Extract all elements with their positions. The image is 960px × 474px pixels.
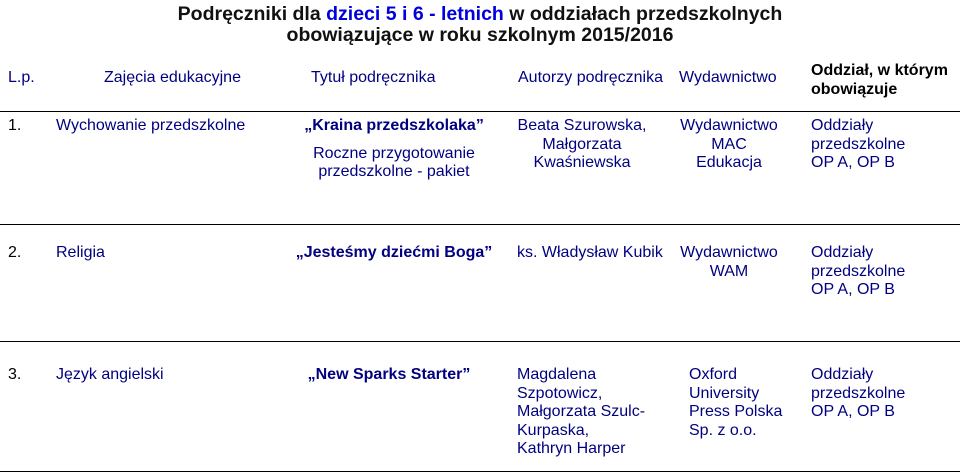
publisher-line: Press Polska	[689, 403, 783, 420]
row-group	[811, 244, 905, 300]
book-title: „Jesteśmy dziećmi Boga”	[295, 244, 493, 261]
book-note-line2: przedszkolne - pakiet	[318, 163, 470, 180]
header-publisher: Wydawnictwo	[679, 69, 777, 86]
row-authors	[508, 117, 656, 173]
row-book	[294, 117, 494, 182]
book-title: „New Sparks Starter”	[307, 366, 471, 383]
page-title	[0, 3, 960, 25]
book-note-line1: Roczne przygotowanie	[313, 144, 475, 162]
group-line: OP A, OP B	[811, 281, 895, 298]
group-line: przedszkolne	[811, 262, 906, 280]
row-subject: Wychowanie przedszkolne	[56, 117, 246, 134]
row-group	[811, 366, 905, 422]
header-group-line1: Oddział, w którym	[811, 62, 948, 79]
table-rule-header	[0, 111, 960, 112]
row-group	[811, 117, 905, 173]
author-line: Beata Szurowska,	[517, 117, 647, 134]
header-authors: Autorzy podręcznika	[518, 69, 663, 86]
row-publisher	[672, 117, 786, 173]
group-line: Oddziały	[811, 117, 874, 134]
book-title: „Kraina przedszkolaka”	[304, 117, 484, 134]
spacer	[294, 136, 494, 145]
publisher-line: Sp. z o.o.	[689, 421, 757, 439]
table-rule-row2	[0, 341, 960, 342]
group-line: OP A, OP B	[811, 154, 895, 171]
row-lp: 1.	[8, 117, 22, 134]
group-line: przedszkolne	[811, 135, 906, 153]
group-line: przedszkolne	[811, 384, 906, 402]
title-highlight: dzieci 5 i 6 - letnich	[326, 3, 504, 25]
publisher-line: Wydawnictwo	[680, 117, 778, 134]
table-rule-row1	[0, 224, 960, 225]
header-group-line2: obowiązuje	[811, 80, 898, 98]
author-line: Kwaśniewska	[533, 154, 631, 171]
row-authors	[517, 366, 645, 459]
row-publisher	[689, 366, 782, 440]
author-line: Małgorzata Szulc-	[517, 403, 646, 420]
publisher-line: Wydawnictwo	[680, 244, 778, 261]
publisher-line: Oxford	[689, 366, 738, 383]
table-rule-row3	[0, 471, 960, 472]
publisher-line: University	[689, 384, 760, 402]
publisher-line: Edukacja	[696, 154, 762, 171]
page-subtitle: obowiązujące w roku szkolnym 2015/2016	[286, 24, 674, 46]
row-subject: Język angielski	[56, 366, 164, 383]
author-line: Magdalena	[517, 366, 597, 383]
header-lp: L.p.	[8, 69, 35, 86]
header-group	[811, 62, 948, 99]
header-title: Tytuł podręcznika	[311, 69, 436, 86]
author-line: Kathryn Harper	[517, 440, 626, 457]
group-line: Oddziały	[811, 366, 874, 383]
row-lp: 2.	[8, 244, 22, 261]
group-line: Oddziały	[811, 244, 874, 261]
title-text-2: w oddziałach przedszkolnych	[503, 3, 783, 25]
publisher-line: MAC	[711, 135, 747, 153]
group-line: OP A, OP B	[811, 403, 895, 420]
row-subject: Religia	[56, 244, 105, 261]
row-authors: ks. Władysław Kubik	[517, 244, 663, 261]
publisher-line: WAM	[709, 262, 749, 280]
author-line: Szpotowicz,	[517, 384, 603, 402]
author-line: Małgorzata	[542, 135, 622, 153]
header-subject: Zajęcia edukacyjne	[104, 69, 241, 86]
title-text-1: Podręczniki dla	[177, 3, 327, 25]
author-line: Kurpaska,	[517, 421, 590, 439]
row-publisher	[672, 244, 786, 281]
row-lp: 3.	[8, 366, 22, 383]
